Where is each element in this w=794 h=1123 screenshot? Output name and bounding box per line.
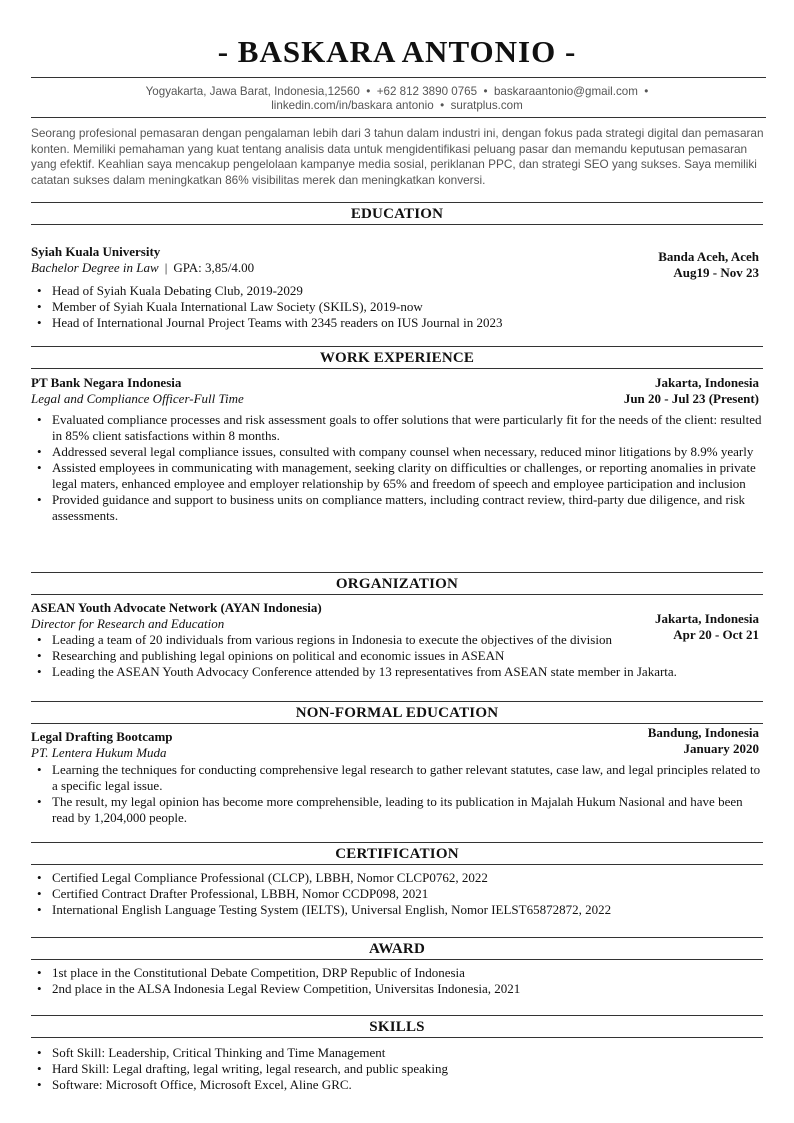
list-item: • Leading the ASEAN Youth Advocacy Conference attended by 13 representatives from ASEAN state member in Jakarta. bbox=[32, 664, 767, 680]
list-item: • Researching and publishing legal opinions on political and economic issues in ASEAN bbox=[32, 648, 767, 664]
education-gpa: GPA: 3,85/4.00 bbox=[173, 260, 255, 275]
education-degree-line bbox=[31, 260, 254, 276]
skills-rule-bottom bbox=[31, 1037, 763, 1038]
education-heading: EDUCATION bbox=[350, 206, 444, 222]
list-item: • Assisted employees in communicating with management, seeking clarity on difficulties or challenges, or reporting anomalies in private legal maters, enhanced employee and employer relationship by 65% and freedom of speech and employee participation and inclusion bbox=[32, 460, 764, 492]
list-item: • 1st place in the Constitutional Debate Competition, DRP Republic of Indonesia bbox=[32, 965, 764, 981]
list-item: • Leading a team of 20 individuals from various regions in Indonesia to execute the objectives of the division bbox=[32, 632, 767, 648]
list-item: • Hard Skill: Legal drafting, legal writing, legal research, and public speaking bbox=[32, 1061, 764, 1077]
nonformal-rule-bottom bbox=[31, 723, 763, 724]
candidate-name: - BASKARA ANTONIO - bbox=[217, 34, 577, 69]
contact-line-1: Yogyakarta, Jawa Barat, Indonesia,12560 • +62 812 3890 0765 • baskaraantonio@gmail.com • bbox=[145, 85, 649, 98]
award-heading: AWARD bbox=[368, 941, 425, 957]
contact-divider bbox=[31, 117, 766, 118]
organization-location: Jakarta, Indonesia bbox=[654, 611, 759, 626]
organization-name: ASEAN Youth Advocate Network (AYAN Indonesia) bbox=[31, 600, 322, 615]
header-divider bbox=[31, 77, 766, 78]
list-item: • Certified Legal Compliance Professional (CLCP), LBBH, Nomor CLCP0762, 2022 bbox=[32, 870, 764, 886]
list-item: • Provided guidance and support to business units on compliance matters, including contract review, third-party due diligence, and risk assessments. bbox=[32, 492, 764, 524]
certification-rule-bottom bbox=[31, 864, 763, 865]
list-item: • Head of International Journal Project Teams with 2345 readers on IUS Journal in 2023 bbox=[32, 315, 762, 331]
list-item: • Soft Skill: Leadership, Critical Thinking and Time Management bbox=[32, 1045, 764, 1061]
work-heading: WORK EXPERIENCE bbox=[319, 350, 475, 366]
organization-dates: Apr 20 - Oct 21 bbox=[673, 627, 759, 642]
education-school: Syiah Kuala University bbox=[31, 244, 161, 259]
nonformal-dates: January 2020 bbox=[683, 741, 759, 756]
nonformal-rule-top bbox=[31, 701, 763, 702]
certification-bullets bbox=[32, 870, 764, 918]
skills-bullets bbox=[32, 1045, 764, 1093]
skills-heading: SKILLS bbox=[369, 1019, 425, 1035]
work-location: Jakarta, Indonesia bbox=[654, 375, 759, 390]
organization-bullets bbox=[32, 632, 767, 680]
list-item: • Member of Syiah Kuala International Law Society (SKILS), 2019-now bbox=[32, 299, 762, 315]
nonformal-provider: PT. Lentera Hukum Muda bbox=[31, 745, 167, 760]
organization-rule-bottom bbox=[31, 594, 763, 595]
award-bullets bbox=[32, 965, 764, 997]
work-bullets bbox=[32, 412, 764, 524]
contact-line-2: linkedin.com/in/baskara antonio • suratplus.com bbox=[271, 99, 523, 112]
profile-summary: Seorang profesional pemasaran dengan pengalaman lebih dari 3 tahun dalam industri ini, dengan fokus pada strategi digital dan pemasaran konten. Memiliki pemahaman yang kuat tentang analisis data untuk mengidentifikasi peluang pasar dan memandu keputusan pemasaran yang efektif. Keahlian saya mencakup pengelolaan kampanye media sosial, periklanan PPC, dan strategi SEO yang sukses. Saya memiliki catatan sukses dalam meningkatkan 86% visibilitas merek dan meningkatkan konversi. bbox=[31, 126, 764, 187]
nonformal-program: Legal Drafting Bootcamp bbox=[31, 729, 173, 744]
organization-rule-top bbox=[31, 572, 763, 573]
education-dates: Aug19 - Nov 23 bbox=[673, 265, 759, 280]
nonformal-heading: NON-FORMAL EDUCATION bbox=[295, 705, 499, 721]
award-rule-bottom bbox=[31, 959, 763, 960]
certification-heading: CERTIFICATION bbox=[335, 846, 459, 862]
education-rule-bottom bbox=[31, 224, 763, 225]
list-item: • Software: Microsoft Office, Microsoft Excel, Aline GRC. bbox=[32, 1077, 764, 1093]
certification-rule-top bbox=[31, 842, 763, 843]
education-separator: | bbox=[164, 260, 168, 275]
organization-heading: ORGANIZATION bbox=[335, 576, 459, 592]
education-rule-top bbox=[31, 202, 763, 203]
nonformal-location: Bandung, Indonesia bbox=[647, 725, 759, 740]
list-item: • Head of Syiah Kuala Debating Club, 2019-2029 bbox=[32, 283, 762, 299]
work-rule-top bbox=[31, 346, 763, 347]
list-item: • The result, my legal opinion has become more comprehensible, leading to its publication in Majalah Hukum Nasional and have been read by 1,204,000 people. bbox=[32, 794, 764, 826]
award-rule-top bbox=[31, 937, 763, 938]
list-item: • Evaluated compliance processes and risk assessment goals to offer solutions that were particularly fit for the needs of the client: resulted in 85% client satisfactions within 8 months. bbox=[32, 412, 764, 444]
skills-rule-top bbox=[31, 1015, 763, 1016]
education-degree: Bachelor Degree in Law bbox=[31, 260, 159, 275]
list-item: • International English Language Testing System (IELTS), Universal English, Nomor IELST65872872, 2022 bbox=[32, 902, 764, 918]
work-dates: Jun 20 - Jul 23 (Present) bbox=[623, 391, 759, 406]
education-bullets bbox=[32, 283, 762, 331]
work-rule-bottom bbox=[31, 368, 763, 369]
list-item: • Certified Contract Drafter Professional, LBBH, Nomor CCDP098, 2021 bbox=[32, 886, 764, 902]
list-item: • 2nd place in the ALSA Indonesia Legal Review Competition, Universitas Indonesia, 2021 bbox=[32, 981, 764, 997]
education-location: Banda Aceh, Aceh bbox=[658, 249, 759, 264]
nonformal-bullets bbox=[32, 762, 764, 826]
list-item: • Learning the techniques for conducting comprehensive legal research to gather relevant statutes, case law, and legal principles related to a specific legal issue. bbox=[32, 762, 764, 794]
list-item: • Addressed several legal compliance issues, consulted with company counsel when necessary, reduced minor litigations by 8.9% yearly bbox=[32, 444, 764, 460]
work-company: PT Bank Negara Indonesia bbox=[31, 375, 182, 390]
organization-role: Director for Research and Education bbox=[31, 616, 225, 631]
work-role: Legal and Compliance Officer-Full Time bbox=[31, 391, 244, 406]
